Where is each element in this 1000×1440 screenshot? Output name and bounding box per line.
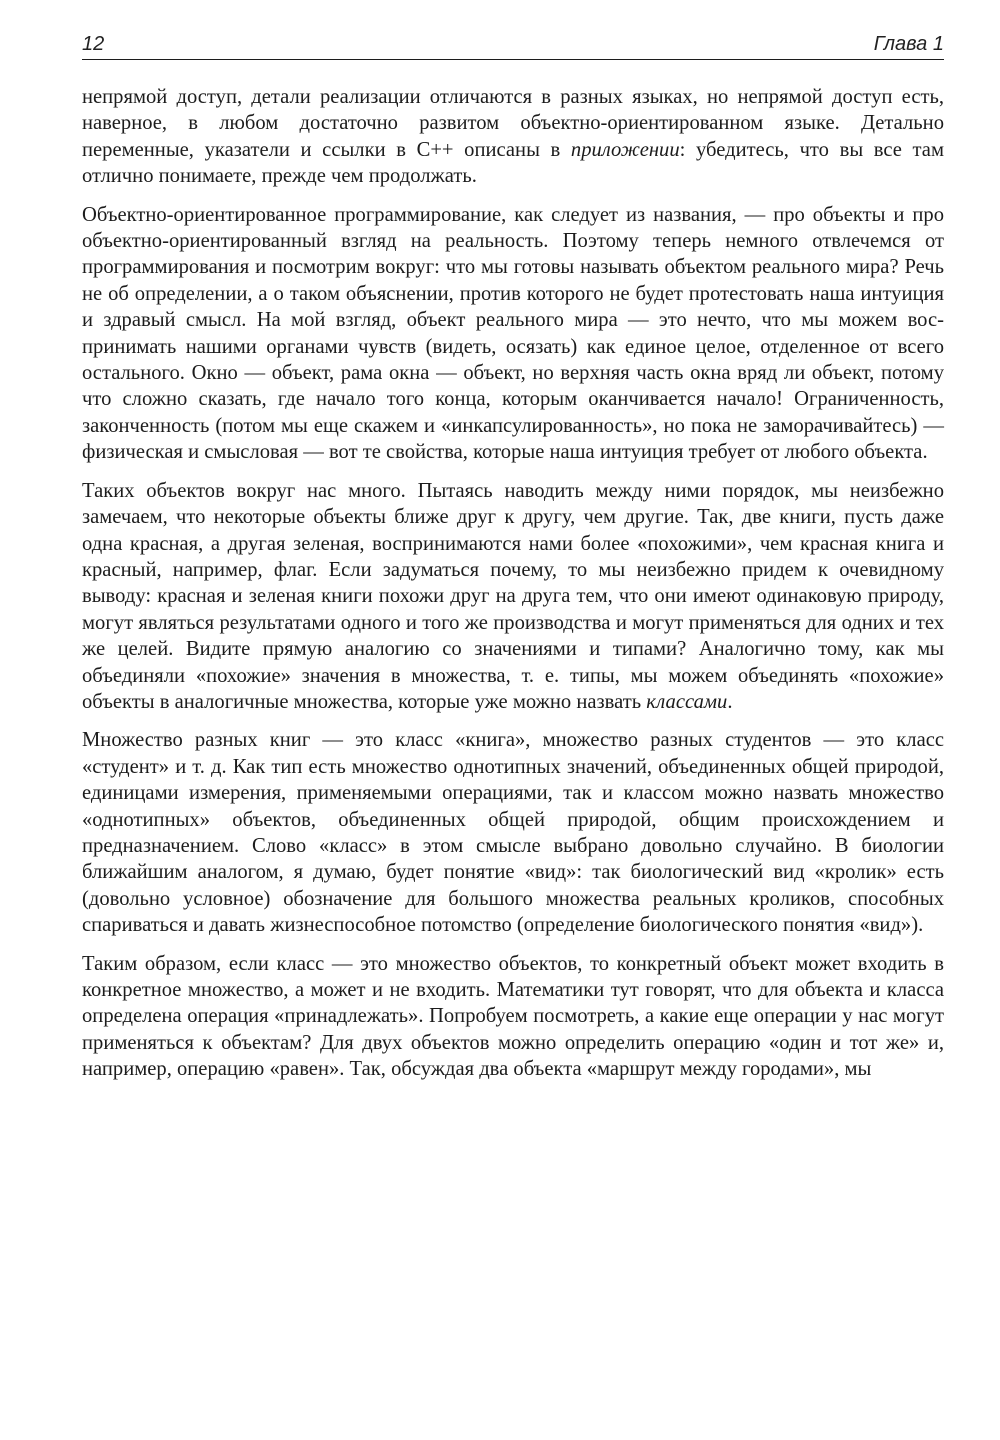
- text-run: Объектно-ориентированное программирование, как следует из названия, — про объекты и про объектно-ориентированный взгляд на реальность. Поэтому теперь немного отвлечемся от программирования и посмотрим вокруг: что мы готовы называть объектом реального мира? Речь не об определении, а о таком объяснении, против которого не будет протестовать наша интуиция и здравый смысл. На мой взгляд, объект реального мира — это нечто, что мы можем воспринимать нашими органами чувств (видеть, осязать) как единое целое, отделенное от всего остального. Окно — объект, рама окна — объект, но верхняя часть окна вряд ли объект, потому что сложно сказать, где начало того конца, которым оканчивается начало! Ограниченность, законченность (потом мы еще скажем и «инкапсулированность», но пока не заморачивайтесь) — физическая и смысловая — вот те свойства, которые наша интуиция требует от любого объекта.: [82, 203, 944, 464]
- page-number: 12: [82, 33, 105, 55]
- chapter-title: Глава 1: [873, 33, 944, 55]
- emphasis-run: приложении: [570, 138, 680, 161]
- paragraph: [82, 84, 944, 190]
- body-text: [82, 84, 944, 1083]
- running-head: [82, 32, 944, 60]
- paragraph: [82, 951, 944, 1083]
- paragraph: [82, 478, 944, 716]
- text-run: Таких объектов вокруг нас много. Пытаясь наводить между ними порядок, мы неизбежно замечаем, что некоторые объекты ближе друг к другу, чем другие. Так, две книги, пусть даже одна красная, а другая зеленая, воспринимаются нами более «похожими», чем красная книга и красный, например, флаг. Если задуматься почему, то мы неизбежно придем к очевидному выводу: красная и зеленая книги похожи друг на друга тем, что они имеют одинаковую природу, могут являться результатами одного и того же производства и могут применяться для одних и тех же целей. Видите прямую аналогию со значениями и типами? Аналогично тому, как мы объединяли «похожие» значения в множества, т. е. типы, мы можем объединять «похожие» объекты в аналогичные множества, которые уже можно назвать: [82, 479, 944, 713]
- book-page: [82, 32, 944, 1095]
- text-run: Таким образом, если класс — это множество объектов, то конкретный объект может входить в конкретное множество, а может и не входить. Математики тут говорят, что для объекта и класса определена операция «принадлежать». Попробуем посмотреть, а какие еще операции у нас могут применяться к объектам? Для двух объектов можно определить операцию «один и тот же» и, например, операцию «равен». Так, обсуждая два объекта «маршрут между городами», мы: [82, 952, 944, 1081]
- text-run: .: [727, 690, 733, 713]
- paragraph: [82, 202, 944, 466]
- paragraph: [82, 727, 944, 938]
- text-run: : убедитесь, что вы все там отлично понимаете, прежде чем продолжать.: [82, 138, 944, 188]
- text-run: непрямой доступ, детали реализации отличаются в разных языках, но непрямой доступ есть, наверное, в любом достаточно развитом объектно-ориентированном языке. Детально переменные, указатели и ссылки в C++ описаны в: [82, 86, 944, 161]
- emphasis-run: классами: [646, 690, 728, 713]
- text-run: Множество разных книг — это класс «книга», множество разных студентов — это класс «студент» и т. д. Как тип есть множество однотипных значений, объединенных общей природой, единицами измерения, применяемыми операциями, так и классом можно назвать множество «однотипных» объектов, объединенных общей природой, общим происхождением и предназначением. Слово «класс» в этом смысле выбрано довольно случайно. В биологии ближайшим аналогом, я думаю, будет понятие «вид»: так биологический вид «кролик» есть (довольно условное) обозначение для большого множества реальных кроликов, способных спариваться и давать жизнеспособное потомство (определение биологического понятия «вид»).: [82, 729, 944, 937]
